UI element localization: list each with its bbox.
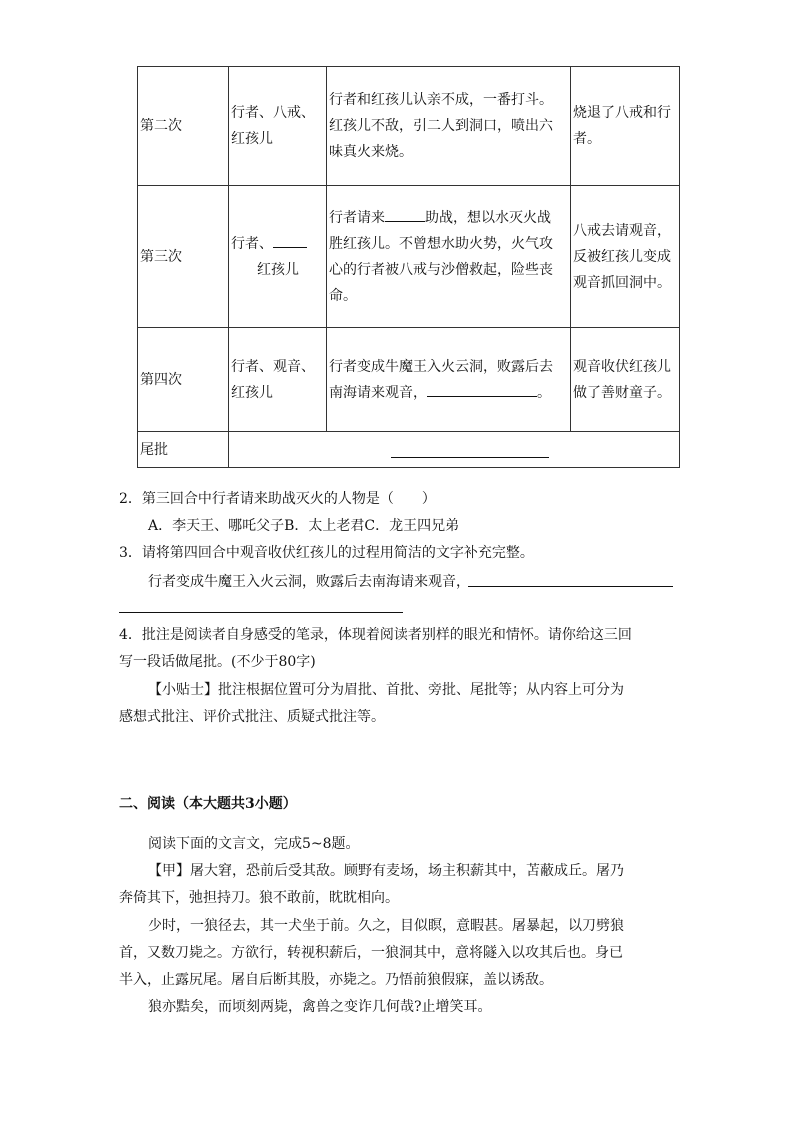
fill-blank[interactable] bbox=[385, 207, 425, 222]
answer-line[interactable] bbox=[468, 586, 673, 587]
cell-line: 红孩儿不敌，引二人到洞口，喷出六 bbox=[329, 118, 553, 134]
question-3: 3．请将第四回合中观音收伏红孩儿的过程用简洁的文字补充完整。 bbox=[119, 545, 534, 561]
passage-line: 首，又数刀毙之。方欲行，转视积薪后，一狼洞其中，意将隧入以攻其后也。身已 bbox=[119, 945, 623, 961]
cell-text: 行者请来 bbox=[329, 209, 385, 226]
fill-blank[interactable] bbox=[391, 441, 549, 458]
cell-line: 者。 bbox=[573, 131, 601, 147]
cell-line: 做了善财童子。 bbox=[573, 384, 671, 401]
cell-line bbox=[231, 231, 324, 257]
time-cell: 第三次 bbox=[138, 186, 229, 328]
cell-line: 红孩儿 bbox=[257, 261, 299, 278]
passage-line: 【甲】屠大窘，恐前后受其敌。顾野有麦场，场主积薪其中，苫蔽成丘。屠乃 bbox=[148, 863, 624, 879]
passage-line: 奔倚其下，弛担持刀。狼不敢前，眈眈相向。 bbox=[119, 890, 399, 906]
table-row bbox=[138, 67, 680, 186]
answer-line[interactable] bbox=[119, 612, 403, 613]
cell-line: 命。 bbox=[329, 287, 357, 304]
cell-line: 行者、八戒、 bbox=[231, 105, 315, 121]
question-4-cont: 写一段话做尾批。(不少于80字) bbox=[119, 654, 316, 670]
cell-line: 八戒去请观音， bbox=[573, 222, 671, 239]
reading-intro: 阅读下面的文言文，完成5~8题。 bbox=[148, 836, 360, 852]
cell-line: 胜红孩儿。不曾想水助火势，火气攻 bbox=[329, 235, 553, 252]
section-heading: 二、阅读（本大题共3小题） bbox=[119, 796, 297, 812]
people-cell bbox=[229, 186, 327, 328]
result-cell bbox=[571, 186, 680, 328]
people-cell bbox=[229, 67, 327, 186]
cell-text: 助战，想以水灭火战 bbox=[425, 209, 551, 226]
cell-line bbox=[329, 205, 568, 231]
cell-line: 观音抓回洞中。 bbox=[573, 274, 671, 291]
tip: 【小贴士】批注根据位置可分为眉批、首批、旁批、尾批等；从内容上可分为 bbox=[148, 682, 624, 698]
result-cell bbox=[571, 328, 680, 432]
comment-cell bbox=[229, 432, 680, 468]
people-cell bbox=[229, 328, 327, 432]
question-2-options: A．李天王、哪吒父子B．太上老君C．龙王四兄弟 bbox=[148, 518, 460, 534]
cell-line: 行者和红孩儿认亲不成，一番打斗。 bbox=[329, 92, 553, 108]
time-cell: 第二次 bbox=[138, 67, 229, 186]
plot-cell bbox=[327, 67, 571, 186]
table-row bbox=[138, 328, 680, 432]
cell-text: 南海请来观音， bbox=[329, 384, 427, 401]
table-row bbox=[138, 432, 680, 468]
cell-line: 反被红孩儿变成 bbox=[573, 248, 671, 265]
question-3-fill: 行者变成牛魔王入火云洞，败露后去南海请来观音， bbox=[148, 574, 470, 590]
tip-cont: 感想式批注、评价式批注、质疑式批注等。 bbox=[119, 709, 385, 725]
table-row bbox=[138, 186, 680, 328]
cell-line: 行者变成牛魔王入火云洞，败露后去 bbox=[329, 358, 553, 375]
cell-line: 红孩儿 bbox=[231, 131, 273, 147]
cell-text: 行者、 bbox=[231, 235, 273, 252]
passage-line: 狼亦黠矣，而顷刻两毙，禽兽之变诈几何哉?止增笑耳。 bbox=[148, 999, 492, 1015]
fill-blank[interactable] bbox=[273, 233, 307, 248]
cell-line: 心的行者被八戒与沙僧救起，险些丧 bbox=[329, 261, 553, 278]
passage-line: 半入，止露尻尾。屠自后断其股，亦毙之。乃悟前狼假寐，盖以诱敌。 bbox=[119, 972, 553, 988]
question-4: 4．批注是阅读者自身感受的笔录，体现着阅读者别样的眼光和情怀。请你给这三回 bbox=[119, 627, 632, 643]
result-cell bbox=[571, 67, 680, 186]
cell-line: 烧退了八戒和行 bbox=[573, 105, 671, 121]
plot-cell bbox=[327, 186, 571, 328]
passage-line: 少时，一狼径去，其一犬坐于前。久之，目似瞑，意暇甚。屠暴起，以刀劈狼 bbox=[148, 918, 624, 934]
cell-line bbox=[329, 380, 568, 406]
story-table bbox=[137, 66, 680, 468]
cell-line: 红孩儿 bbox=[231, 384, 273, 401]
time-cell: 尾批 bbox=[138, 432, 229, 468]
cell-text: 。 bbox=[537, 384, 551, 401]
cell-line: 味真火来烧。 bbox=[329, 144, 413, 160]
cell-line: 行者、观音、 bbox=[231, 358, 315, 375]
cell-line: 观音收伏红孩儿 bbox=[573, 358, 671, 375]
fill-blank[interactable] bbox=[427, 382, 537, 397]
question-2: 2．第三回合中行者请来助战灭火的人物是（ ） bbox=[119, 491, 436, 507]
time-cell: 第四次 bbox=[138, 328, 229, 432]
plot-cell bbox=[327, 328, 571, 432]
